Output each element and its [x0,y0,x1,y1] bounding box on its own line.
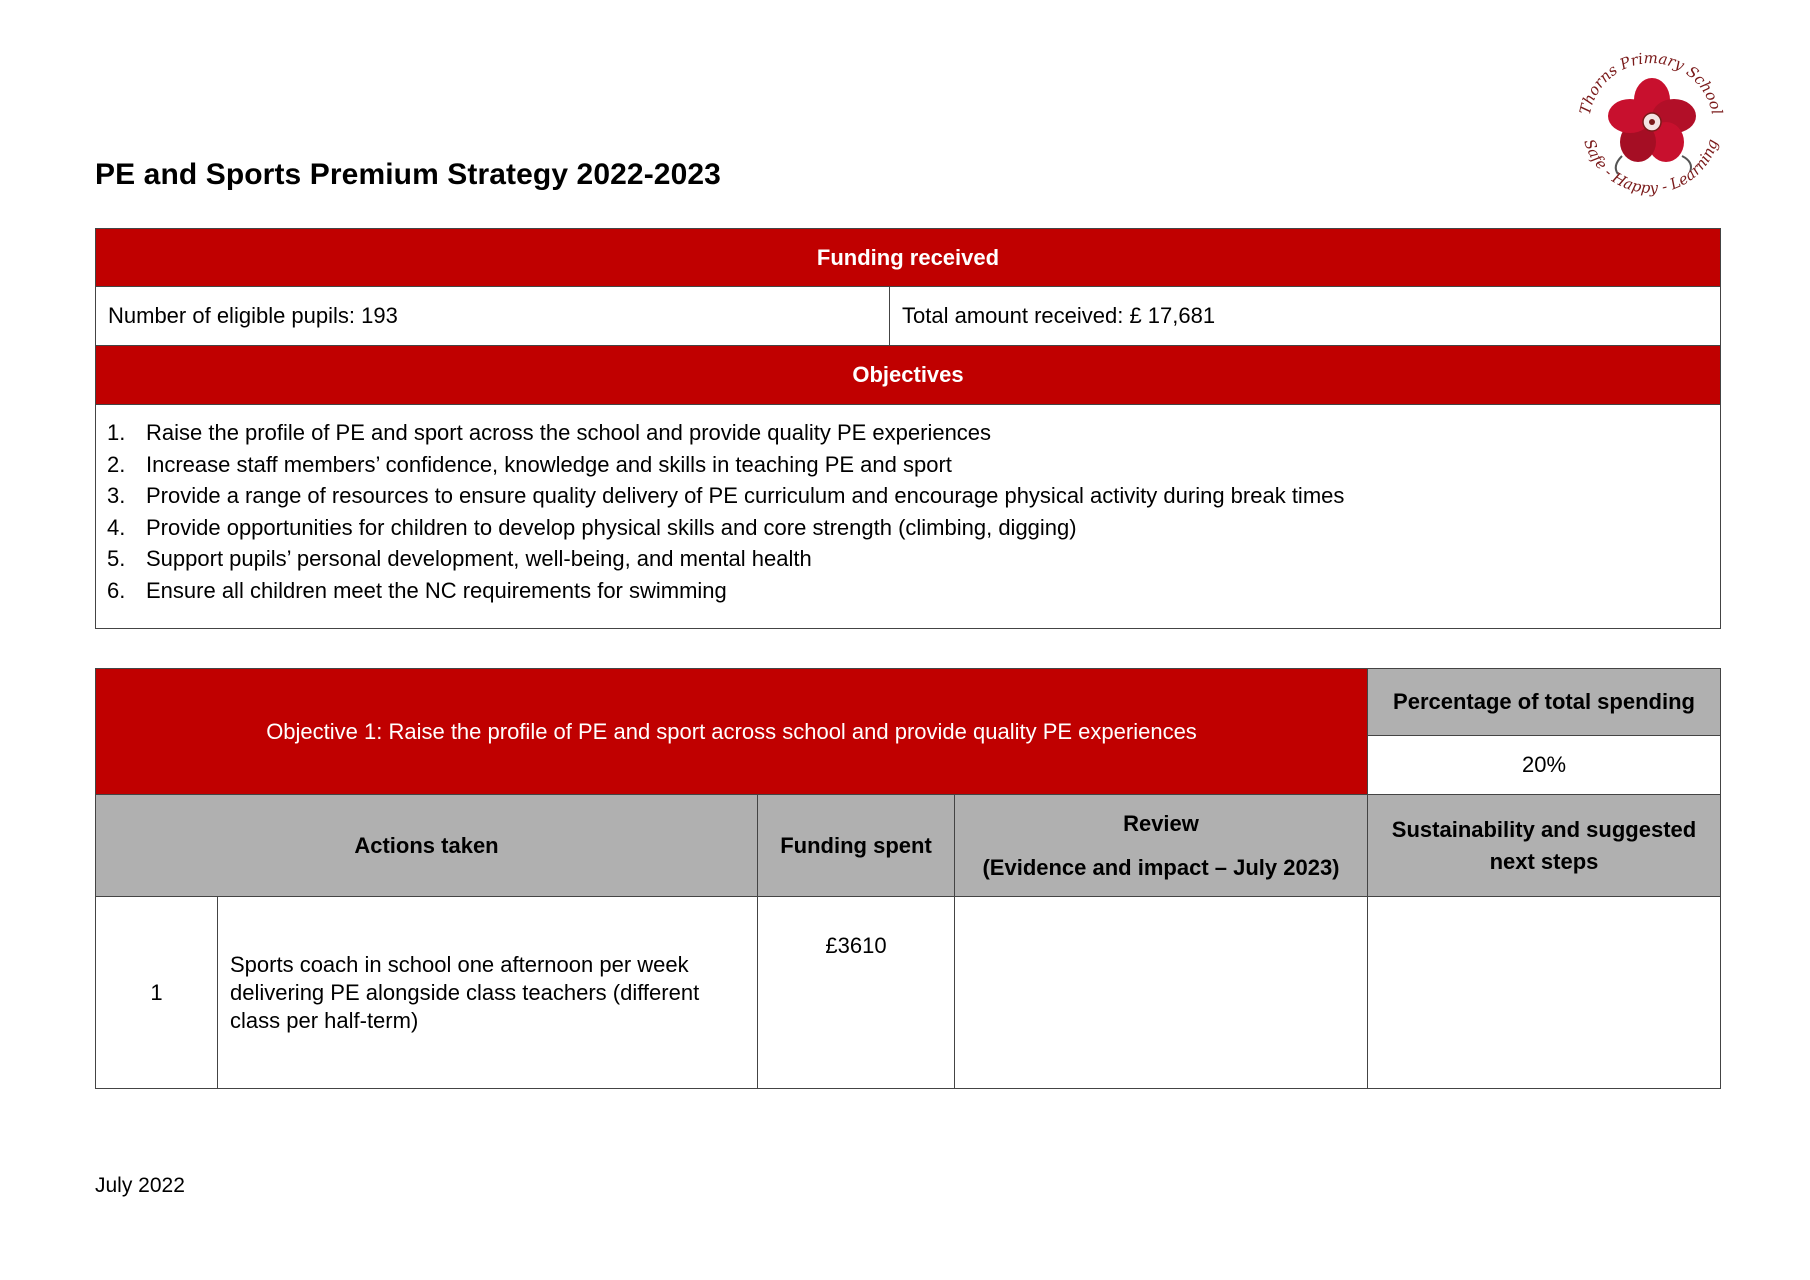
logo-motto: Safe - Happy - Learning [1580,136,1722,198]
footer-date: July 2022 [95,1174,185,1197]
objective-number: 2. [107,451,126,477]
objective-number: 4. [107,514,126,540]
objective-text: Provide a range of resources to ensure quality delivery of PE curriculum and encourage physical activity during break times [146,483,1345,508]
objectives-list [96,405,1720,628]
objective-number: 3. [107,483,126,508]
objective-number: 5. [107,546,126,571]
objectives-list-cell [96,405,1721,629]
funding-heading: Funding received [96,229,1721,287]
col-review-line1: Review [1123,810,1199,836]
row-action: Sports coach in school one afternoon per week delivering PE alongside class teachers (different class per half-term) [218,897,758,1089]
objective-1-table [95,668,1721,1089]
objectives-heading: Objectives [96,346,1721,405]
col-review-line2: (Evidence and impact – July 2023) [982,854,1340,880]
objective-text: Raise the profile of PE and sport across the school and provide quality PE experiences [146,420,992,445]
row-review [955,897,1368,1089]
col-actions-taken: Actions taken [96,795,758,897]
objective-item [96,449,1720,481]
objective-item [96,512,1720,544]
objective-text: Support pupils’ personal development, well-being, and mental health [146,546,812,571]
objective-item [96,543,1720,575]
funding-table [95,228,1721,629]
col-funding-spent: Funding spent [758,795,955,897]
total-received: Total amount received: £ 17,681 [890,287,1721,346]
school-logo [1560,34,1740,204]
row-sustainability [1368,897,1721,1089]
logo-school-name: Thorns Primary School [1575,49,1727,117]
objective-item [96,417,1720,449]
col-review [955,795,1368,897]
table-row [96,897,1721,1089]
objective-1-title: Objective 1: Raise the profile of PE and sport across school and provide quality PE experiences [96,669,1368,795]
objective-text: Ensure all children meet the NC requirements for swimming [146,577,727,603]
row-number: 1 [96,897,218,1089]
eligible-pupils: Number of eligible pupils: 193 [96,287,890,346]
page-title: PE and Sports Premium Strategy 2022-2023 [95,158,721,191]
row-funding: £3610 [758,897,955,1089]
objective-item [96,575,1720,607]
objective-number: 6. [107,577,126,603]
percentage-label: Percentage of total spending [1368,669,1721,736]
objective-text: Increase staff members’ confidence, knowledge and skills in teaching PE and sport [146,451,952,477]
objective-text: Provide opportunities for children to develop physical skills and core strength (climbing, digging) [146,514,1077,540]
objective-item [96,480,1720,512]
percentage-value: 20% [1368,736,1721,795]
objective-number: 1. [107,420,126,445]
col-sustainability: Sustainability and suggested next steps [1368,795,1721,897]
